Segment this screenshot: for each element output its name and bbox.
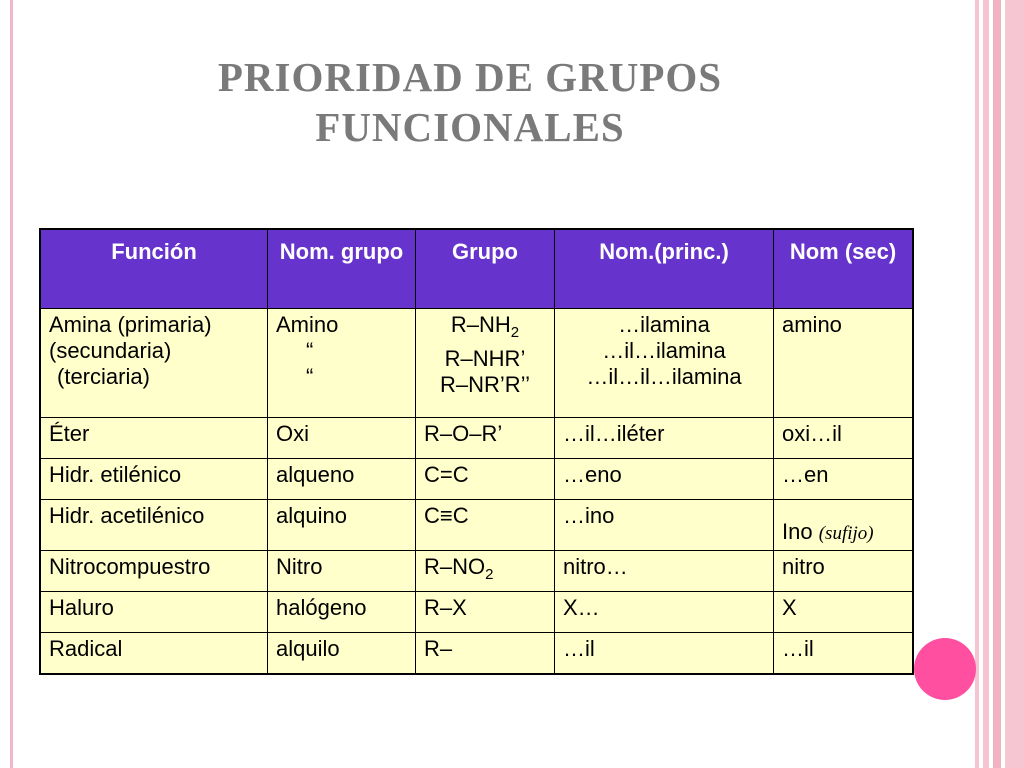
cell-funcion: Haluro xyxy=(40,592,268,633)
cell-line: R–NR’R’’ xyxy=(439,372,531,397)
cell-nom-princ: …ino xyxy=(555,500,774,551)
title-line: FUNCIONALES xyxy=(315,104,625,150)
cell-funcion: Radical xyxy=(40,633,268,675)
formula-text: R–NO xyxy=(424,554,486,579)
formula-text: R–NH xyxy=(450,312,511,337)
cell-grupo: R–X xyxy=(416,592,555,633)
cell-funcion: Nitrocompuestro xyxy=(40,551,268,592)
cell-nom-grupo: alquilo xyxy=(268,633,416,675)
cell-nom-grupo: Oxi xyxy=(268,418,416,459)
cell-nom-sec: …en xyxy=(774,459,914,500)
cell-nom-princ: …il xyxy=(555,633,774,675)
cell-line xyxy=(424,312,546,346)
functional-groups-table xyxy=(39,228,914,675)
formula-subscript: 2 xyxy=(485,566,494,583)
formula-subscript: 2 xyxy=(510,324,520,341)
cell-nom-sec: …il xyxy=(774,633,914,675)
cell-line: Amino xyxy=(276,312,339,337)
cell-grupo: C≡C xyxy=(416,500,555,551)
table-row xyxy=(40,633,913,675)
cell-line: …ilamina xyxy=(618,312,710,337)
right-stripe xyxy=(993,0,1001,768)
cell-line: (terciaria) xyxy=(57,364,150,389)
cell-line: Amina (primaria) xyxy=(49,312,212,337)
cell-grupo: C=C xyxy=(416,459,555,500)
cell-nom-sec: oxi…il xyxy=(774,418,914,459)
cell-nom-grupo: halógeno xyxy=(268,592,416,633)
cell-nom-sec: nitro xyxy=(774,551,914,592)
cell-nom-sec: X xyxy=(774,592,914,633)
cell-grupo xyxy=(416,309,555,418)
cell-nom-sec: amino xyxy=(774,309,914,418)
cell-nom-sec xyxy=(774,500,914,551)
left-decorative-line xyxy=(10,0,13,768)
cell-nom-princ: nitro… xyxy=(555,551,774,592)
cell-funcion: Hidr. acetilénico xyxy=(40,500,268,551)
header-grupo: Grupo xyxy=(416,229,555,309)
cell-nom-grupo: alqueno xyxy=(268,459,416,500)
cell-grupo xyxy=(416,551,555,592)
cell-line: (secundaria) xyxy=(49,338,172,363)
header-funcion: Función xyxy=(40,229,268,309)
cell-nom-princ: …eno xyxy=(555,459,774,500)
table-row xyxy=(40,418,913,459)
right-stripe xyxy=(975,0,979,768)
cell-nom-princ: X… xyxy=(555,592,774,633)
table-row xyxy=(40,592,913,633)
cell-line: “ xyxy=(306,338,314,363)
cell-line: “ xyxy=(306,364,314,389)
table-header-row xyxy=(40,229,913,309)
cell-funcion: Éter xyxy=(40,418,268,459)
title-line: PRIORIDAD DE GRUPOS xyxy=(217,54,723,100)
table-row-amina xyxy=(40,309,913,418)
header-nom-grupo: Nom. grupo xyxy=(268,229,416,309)
cell-line: …il…ilamina xyxy=(602,338,726,363)
header-nom-princ: Nom.(princ.) xyxy=(555,229,774,309)
decorative-circle xyxy=(914,638,976,700)
cell-nom-grupo xyxy=(268,309,416,418)
cell-text: Ino xyxy=(782,519,813,544)
header-nom-sec: Nom (sec) xyxy=(774,229,914,309)
table-row xyxy=(40,500,913,551)
table-row xyxy=(40,459,913,500)
suffix-note: (sufijo) xyxy=(818,523,874,544)
slide-title xyxy=(120,52,820,152)
cell-nom-grupo: alquino xyxy=(268,500,416,551)
table-row xyxy=(40,551,913,592)
cell-nom-grupo: Nitro xyxy=(268,551,416,592)
cell-line: …il…il…ilamina xyxy=(586,364,742,389)
cell-grupo: R– xyxy=(416,633,555,675)
cell-funcion: Hidr. etilénico xyxy=(40,459,268,500)
cell-nom-princ: …il…iléter xyxy=(555,418,774,459)
right-stripe xyxy=(983,0,989,768)
cell-funcion xyxy=(40,309,268,418)
cell-line: R–NHR’ xyxy=(444,346,526,371)
right-stripe xyxy=(1005,0,1024,768)
cell-grupo: R–O–R’ xyxy=(416,418,555,459)
cell-nom-princ xyxy=(555,309,774,418)
